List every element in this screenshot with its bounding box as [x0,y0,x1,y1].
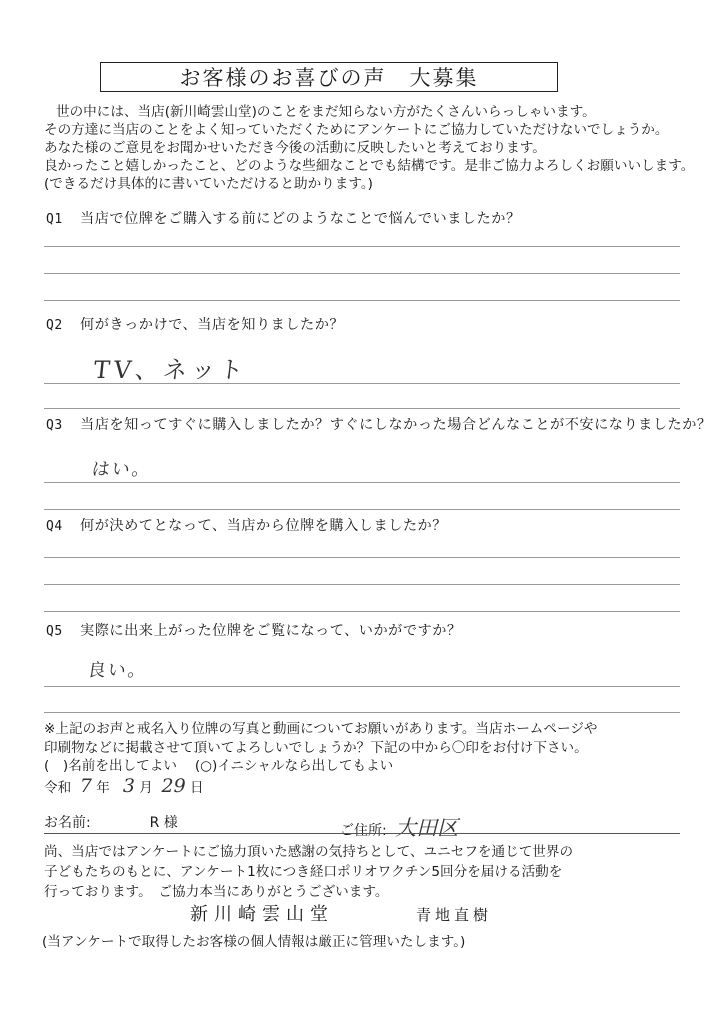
date-year: 7 [79,775,92,797]
name-field [44,812,178,832]
date-year-unit: 年 [96,780,110,796]
address-field [340,812,458,842]
permission-note [44,720,704,776]
answer-line [44,383,680,384]
store-name: 新川崎雲山堂 [190,904,334,925]
question-text: 何がきっかけで、当店を知りましたか？ [80,317,345,333]
date-month: 3 [122,775,135,797]
answer-line [44,246,680,247]
permission-options: ( )名前を出してよい (○)イニシャルなら出してもよい [44,758,394,774]
date-day: 29 [161,775,186,797]
question-number: Q4 [46,519,63,534]
answer-line [44,611,680,612]
question-number: Q3 [46,418,63,433]
closing-paragraph [44,842,704,902]
handwritten-answer-q5: 良い。 [86,660,150,681]
answer-line [44,300,680,301]
answer-line [44,273,680,274]
name-label: お名前: [44,815,91,831]
answer-line [44,482,680,483]
question-text: 当店で位牌をご購入する前にどのようなことで悩んでいましたか？ [80,211,521,227]
question-4 [46,515,447,535]
date-day-unit: 日 [190,780,204,796]
question-3 [46,414,712,434]
question-number: Q5 [46,624,63,639]
closing-line: 行っております。 ご協力本当にありがとうございます。 [44,884,389,900]
handwritten-answer-q2: TV、ネット [92,356,249,384]
question-number: Q2 [46,318,63,333]
intro-line: 良かったこと嬉しかったこと、どのような些細なことでも結構です。是非ご協力よろしくお願いいします。 [44,158,695,174]
intro-line: 世の中には、当店(新川崎雲山堂)のことをまだ知らない方がたくさんいらっしゃいます。 [56,104,596,120]
question-5 [46,620,462,640]
question-number: Q1 [46,212,63,227]
intro-paragraph [44,103,704,193]
answer-line [44,557,680,558]
answer-line [44,712,680,713]
answer-line [44,584,680,585]
privacy-footer: (当アンケートで取得したお客様の個人情報は厳正に管理いたします。) [42,934,466,950]
answer-line [44,408,680,409]
intro-line: (できるだけ具体的に書いていただけると助かります。) [44,176,373,192]
question-text: 当店を知ってすぐに購入しましたか？すぐにしなかった場合どんなことが不安になりましたか？ [80,417,712,433]
answer-line [44,686,680,687]
answer-line [44,509,680,510]
date-era: 令和 [44,780,72,796]
intro-line: あなた様のご意見をお聞かせいただき今後の活動に反映したいと考えております。 [44,140,546,156]
question-2 [46,314,344,334]
closing-line: 尚、当店ではアンケートにご協力頂いた感謝の気持ちとして、ユニセフを通じて世界の [44,844,574,860]
page-title: お客様のお喜びの声 大募集 [100,62,558,92]
date-row [44,775,204,797]
note-line: ※上記のお声と戒名入り位牌の写真と動画についてお願いがあります。当店ホームページや [44,721,598,737]
question-text: 何が決めてとなって、当店から位牌を購入しましたか？ [80,518,447,534]
question-text: 実際に出来上がった位牌をご覧になって、いかがですか？ [80,623,462,639]
date-month-unit: 月 [139,780,153,796]
note-line: 印刷物などに掲載させて頂いてよろしいでしょうか？下記の中から〇印をお付け下さい。 [44,739,588,756]
name-value: R 様 [149,815,178,831]
handwritten-answer-q3: はい。 [90,459,154,480]
divider [44,833,680,834]
address-label: ご住所: [340,823,387,839]
address-value: 大田区 [395,816,459,840]
intro-line: その方達に当店のことをよく知っていただくためにアンケートにご協力していただけないでしょうか。 [44,122,669,138]
closing-line: 子どもたちのもとに、アンケート1枚につき経口ポリオワクチン5回分を届ける活動を [44,864,563,880]
question-1 [46,208,521,228]
owner-name: 青地直樹 [416,906,493,924]
